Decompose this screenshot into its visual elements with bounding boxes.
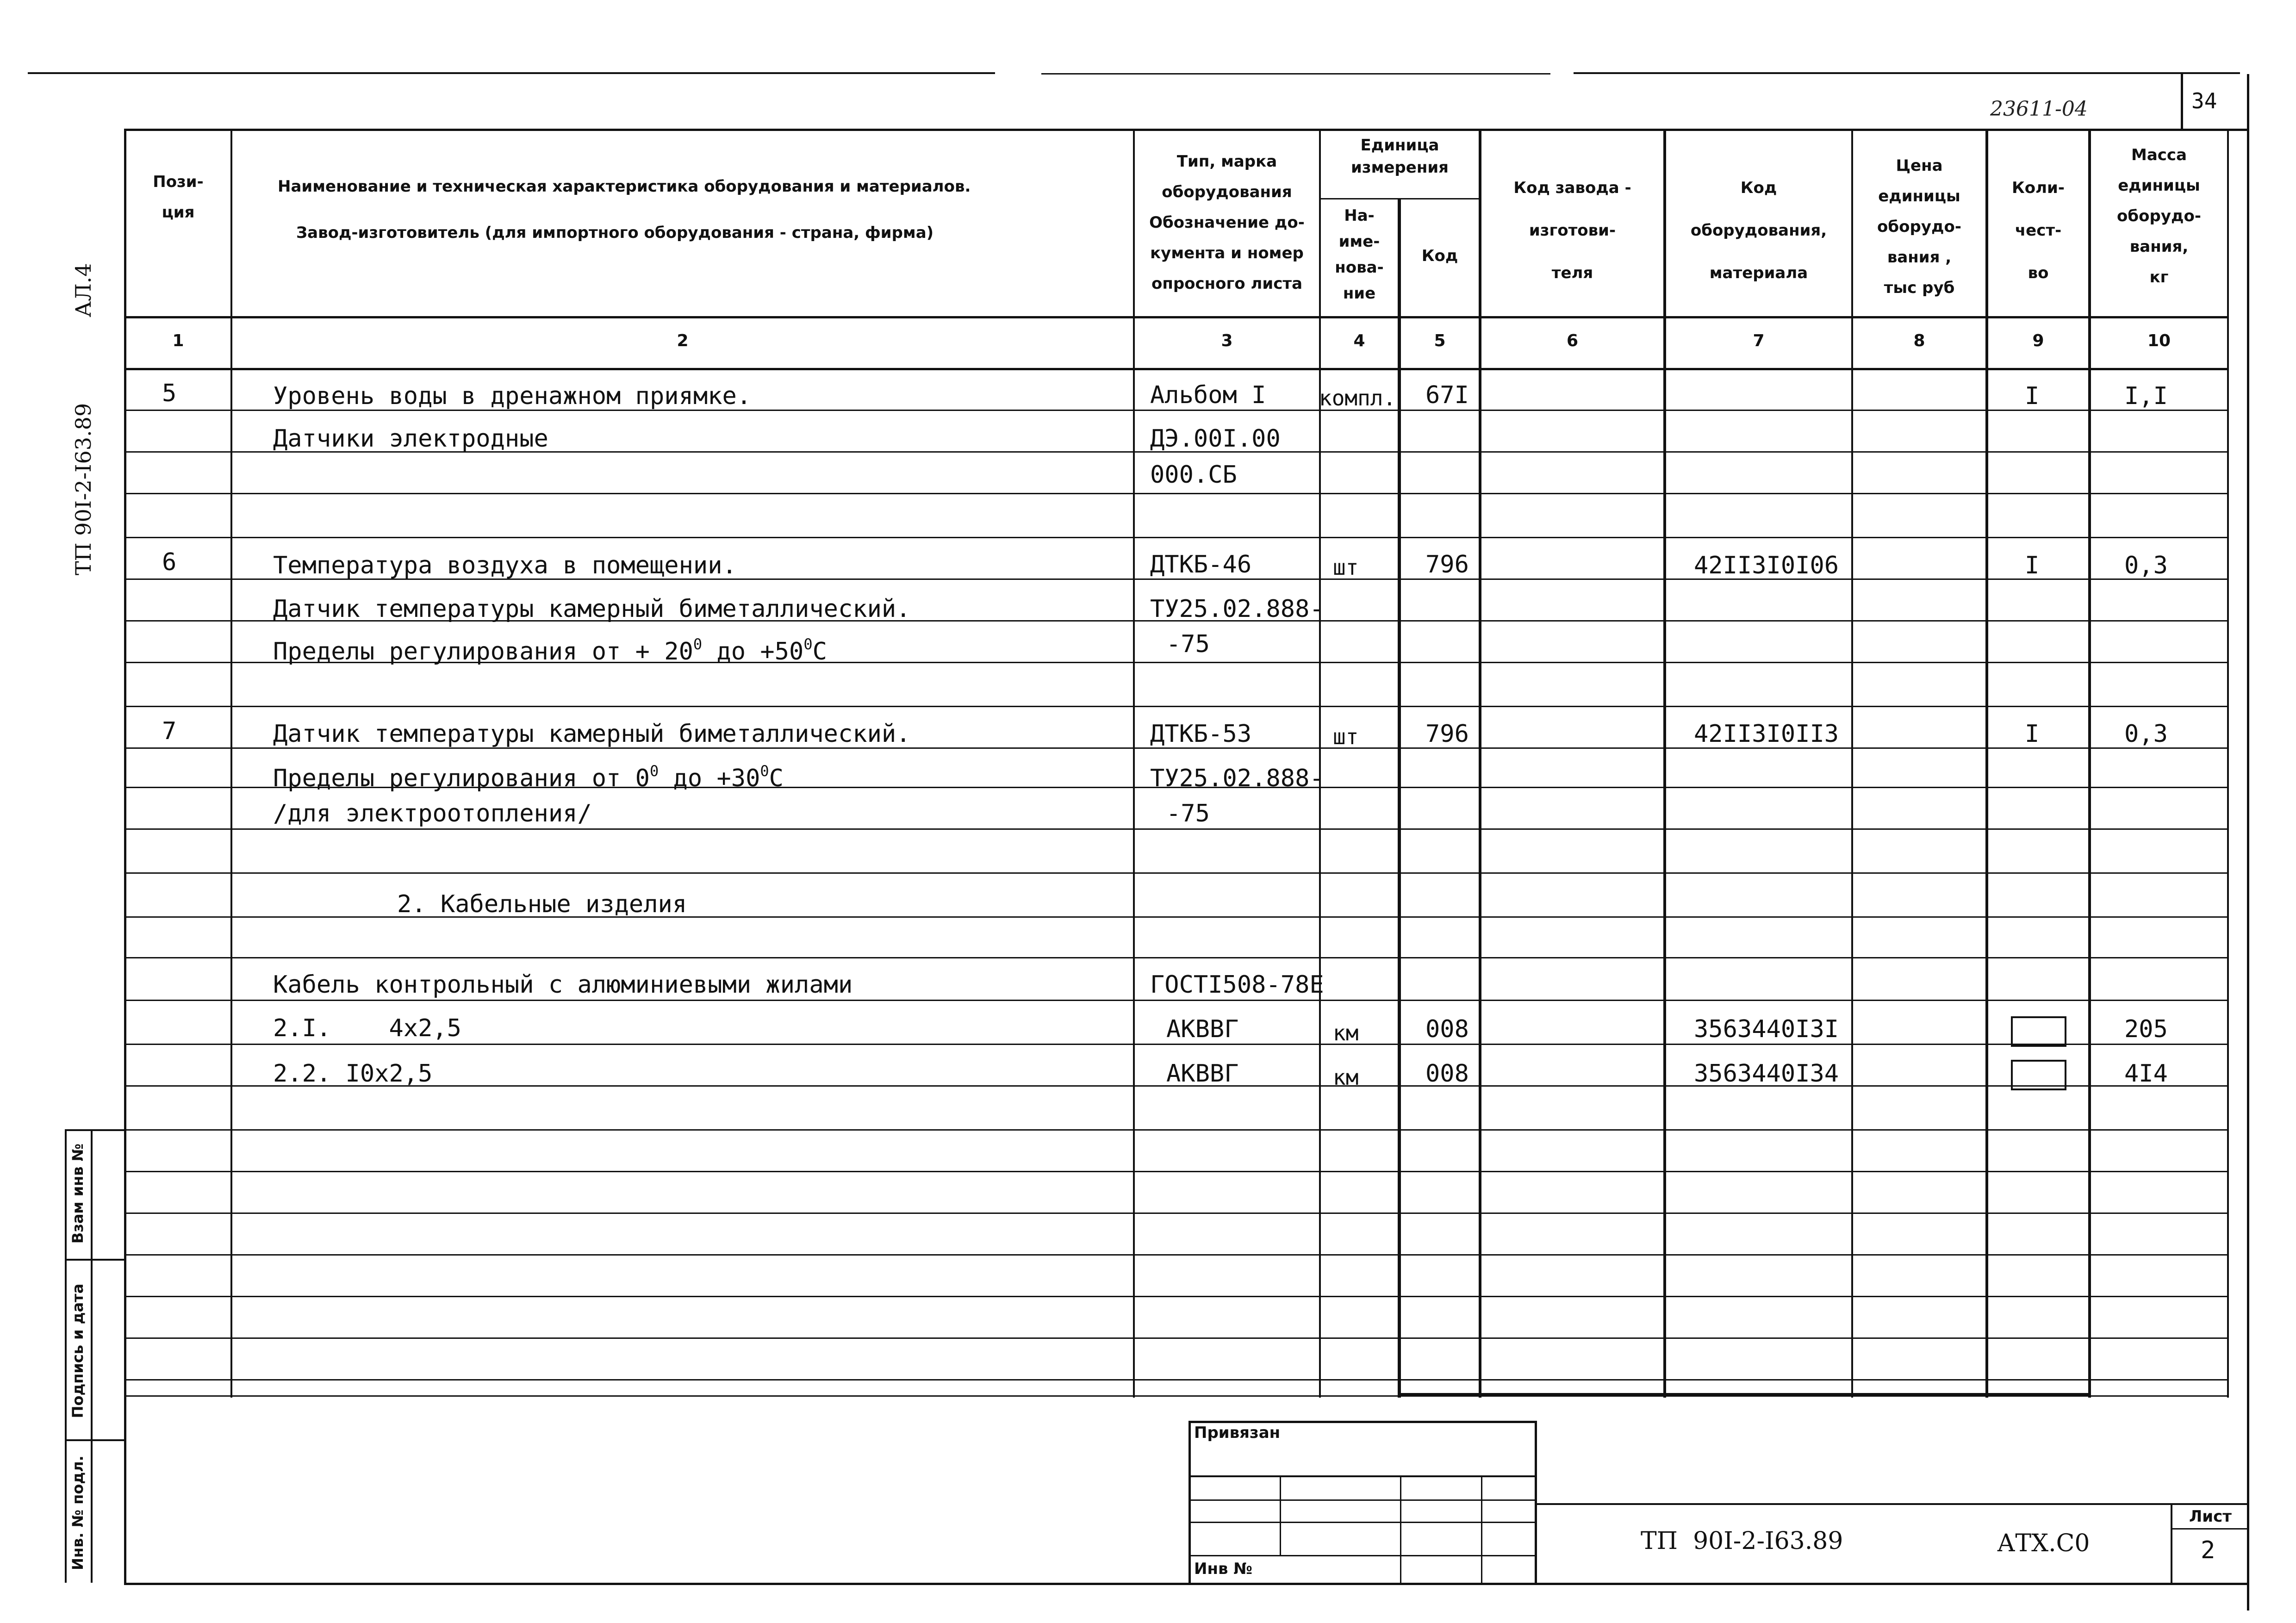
- tb-right: [1535, 1421, 1537, 1583]
- row-6-standard: ТУ25.02.888-: [1150, 595, 1324, 623]
- hdr-price: Цена единицы оборудо- вания , тыс руб: [1877, 156, 1961, 297]
- cable-2-2-qty-box: [2011, 1060, 2066, 1090]
- colnum-9: 9: [2032, 331, 2044, 350]
- row-separator: [124, 1379, 2229, 1380]
- row-5-position: 5: [162, 379, 177, 407]
- cable-2-1-type: АКВВГ: [1166, 1015, 1239, 1043]
- cable-2-1-material-code: 3563440I3I: [1694, 1015, 1839, 1043]
- col-line-8: [1985, 129, 1988, 1398]
- cable-2-2-mass: 4I4: [2124, 1060, 2168, 1088]
- project-label: ТП 90I-2-I63.89: [71, 403, 96, 576]
- row-6-qty: I: [2025, 552, 2040, 579]
- row-6-material-code: 42II3I0I06: [1694, 552, 1839, 579]
- col-line-3: [1319, 129, 1321, 1398]
- tb-rule1: [1188, 1475, 1537, 1477]
- hdr-mass: Масса единицы оборудо- вания, кг: [2117, 146, 2201, 286]
- row-separator: [124, 828, 2229, 830]
- row-7-material-code: 42II3I0II3: [1694, 720, 1839, 748]
- grid-bottom-rule: [124, 1395, 2229, 1397]
- col-line-4: [1398, 198, 1401, 1398]
- hdr-position: Пози- ция: [153, 173, 204, 222]
- tb-vline3: [1481, 1475, 1482, 1583]
- row-7-type: ДТКБ-53: [1150, 720, 1252, 748]
- tb-rule3: [1188, 1522, 1537, 1523]
- hdr-name-line1: Наименование и техническая характеристика оборудования и материалов.: [278, 177, 971, 196]
- stamp-left: [65, 1129, 67, 1583]
- doc-number: ТП 90I-2-I63.89: [1641, 1527, 1843, 1555]
- cable-2-2-code: 008: [1425, 1060, 1469, 1088]
- row-separator: [124, 706, 2229, 707]
- row-7-standard: ТУ25.02.888-: [1150, 765, 1324, 792]
- row-6-position: 6: [162, 548, 177, 576]
- colnum-4: 4: [1353, 331, 1365, 350]
- sheet-cell-rule: [2171, 1528, 2248, 1530]
- doc-code: АТХ.С0: [1997, 1530, 2090, 1557]
- row-separator: [124, 1337, 2229, 1339]
- row-separator: [124, 1044, 2229, 1045]
- sheet-number: 2: [2201, 1536, 2215, 1564]
- right-edge: [2247, 74, 2249, 1611]
- row-7-name: Датчик температуры камерный биметаллический.: [273, 720, 911, 748]
- cable-2-2-material-code: 3563440I34: [1694, 1060, 1839, 1088]
- colnum-6: 6: [1566, 331, 1579, 350]
- row-separator: [124, 493, 2229, 494]
- row-5-type: Альбом I: [1150, 381, 1266, 409]
- row-sensors-type: ДЭ.00I.00: [1150, 425, 1281, 453]
- colnum-3: 3: [1221, 331, 1233, 350]
- frame-bottom: [124, 1583, 2248, 1585]
- inv-label: Инв №: [1194, 1560, 1253, 1578]
- stamp-vzam-label: Взам инв №: [69, 1143, 87, 1244]
- row-separator: [124, 1296, 2229, 1297]
- colnum-8: 8: [1913, 331, 1925, 350]
- col-line-1: [230, 129, 232, 1398]
- row-separator: [124, 1213, 2229, 1214]
- row-5-qty: I: [2025, 382, 2040, 410]
- col-line-5: [1479, 129, 1481, 1398]
- frame-top: [124, 129, 2248, 131]
- row-separator: [124, 872, 2229, 874]
- row-7-position: 7: [162, 717, 177, 745]
- album-label: АЛ.4: [71, 263, 96, 317]
- hdr-unit-group: Единица измерения: [1351, 136, 1449, 177]
- row-separator: [124, 1254, 2229, 1256]
- hdr-unit-name: На- име- нова- ние: [1335, 206, 1384, 303]
- row-5-code: 67I: [1425, 381, 1469, 409]
- row-separator: [124, 537, 2229, 538]
- hdr-material-code: Код оборудования, материала: [1690, 179, 1827, 282]
- colnum-2: 2: [677, 331, 689, 350]
- hdr-name-line2: Завод-изготовитель (для импортного оборудования - страна, фирма): [296, 224, 934, 242]
- row-separator: [124, 1171, 2229, 1172]
- corner-box-left: [2181, 74, 2183, 130]
- cable-2-1-qty-box: [2011, 1016, 2066, 1047]
- row-6-standard-2: -75: [1166, 630, 1210, 658]
- top-rule-right: [1574, 72, 2240, 74]
- row-5-unit: компл.: [1319, 386, 1396, 410]
- cable-standard: ГОСТI508-78Е: [1150, 971, 1324, 999]
- row-sensors-type-2: 000.СБ: [1150, 461, 1237, 489]
- col-line-9: [2088, 129, 2091, 1398]
- stamp-signature-label: Подпись и дата: [69, 1283, 87, 1418]
- bound-label: Привязан: [1194, 1424, 1281, 1442]
- tb-left: [1188, 1421, 1191, 1583]
- frame-right-inner: [2227, 129, 2229, 1398]
- hdr-quantity: Коли- чест- во: [2012, 179, 2065, 282]
- row-6-mass: 0,3: [2124, 552, 2168, 579]
- top-rule-middle: [1041, 73, 1550, 75]
- row-7-code: 796: [1425, 720, 1469, 748]
- tb-vline2: [1400, 1475, 1401, 1583]
- row-6-desc: Датчик температуры камерный биметаллический.: [273, 595, 911, 623]
- row-7-unit: шт: [1333, 724, 1359, 749]
- row-separator: [124, 1000, 2229, 1001]
- colnum-10: 10: [2147, 331, 2171, 350]
- cable-name: Кабель контрольный с алюминиевыми жилами: [273, 971, 853, 999]
- cable-2-2-unit: км: [1333, 1065, 1359, 1090]
- row-7-mass: 0,3: [2124, 720, 2168, 748]
- doc-block-top: [1537, 1503, 2248, 1505]
- row-6-range: Пределы регулирования от + $20^0$ до $+50^0С$: [273, 635, 827, 665]
- row-6-type: ДТКБ-46: [1150, 551, 1252, 578]
- section-cable-heading: 2. Кабельные изделия: [397, 890, 687, 918]
- top-rule-left: [28, 72, 995, 74]
- row-separator: [124, 1129, 2229, 1131]
- hdr-type: Тип, марка оборудования Обозначение до- кумента и номер опросного листа: [1149, 152, 1305, 293]
- cable-2-1-mass: 205: [2124, 1015, 2168, 1043]
- sheet-corner-number: 34: [2191, 88, 2217, 113]
- number-row-rule: [124, 368, 2229, 370]
- tb-vline1: [1280, 1475, 1281, 1555]
- cable-2-2-type: АКВВГ: [1166, 1060, 1239, 1088]
- hdr-factory-code: Код завода - изготови- теля: [1513, 179, 1631, 282]
- row-6-name: Температура воздуха в помещении.: [273, 552, 737, 579]
- row-7-range: Пределы регулирования от $0^0$ до $+30^0С$: [273, 762, 784, 792]
- col-line-7: [1851, 129, 1853, 1398]
- row-6-unit: шт: [1333, 555, 1359, 580]
- row-7-qty: I: [2025, 720, 2040, 748]
- row-sensors-name: Датчики электродные: [273, 425, 548, 453]
- col-line-6: [1663, 129, 1666, 1398]
- col-line-2: [1133, 129, 1135, 1398]
- row-7-note: /для электроотопления/: [273, 800, 592, 827]
- colnum-1: 1: [172, 331, 184, 350]
- colnum-7: 7: [1753, 331, 1765, 350]
- sheet-label: Лист: [2189, 1507, 2232, 1526]
- header-bottom-rule: [124, 316, 2229, 318]
- archive-number: 23611-04: [1990, 97, 2088, 121]
- stamp-divider: [91, 1129, 93, 1583]
- hdr-unit-code: Код: [1421, 247, 1458, 265]
- row-5-name: Уровень воды в дренажном приямке.: [273, 382, 752, 410]
- row-6-code: 796: [1425, 551, 1469, 578]
- cable-2-2-name: 2.2. I0х2,5: [273, 1060, 433, 1088]
- row-7-standard-2: -75: [1166, 800, 1210, 827]
- colnum-5: 5: [1434, 331, 1446, 350]
- row-5-mass: I,I: [2124, 382, 2168, 410]
- stamp-inv-label: Инв. № подл.: [69, 1455, 87, 1570]
- tb-rule2: [1188, 1499, 1537, 1501]
- cable-2-1-unit: км: [1333, 1020, 1359, 1045]
- cable-2-1-name: 2.I. 4х2,5: [273, 1014, 461, 1042]
- cable-2-1-code: 008: [1425, 1015, 1469, 1043]
- row-separator: [124, 957, 2229, 958]
